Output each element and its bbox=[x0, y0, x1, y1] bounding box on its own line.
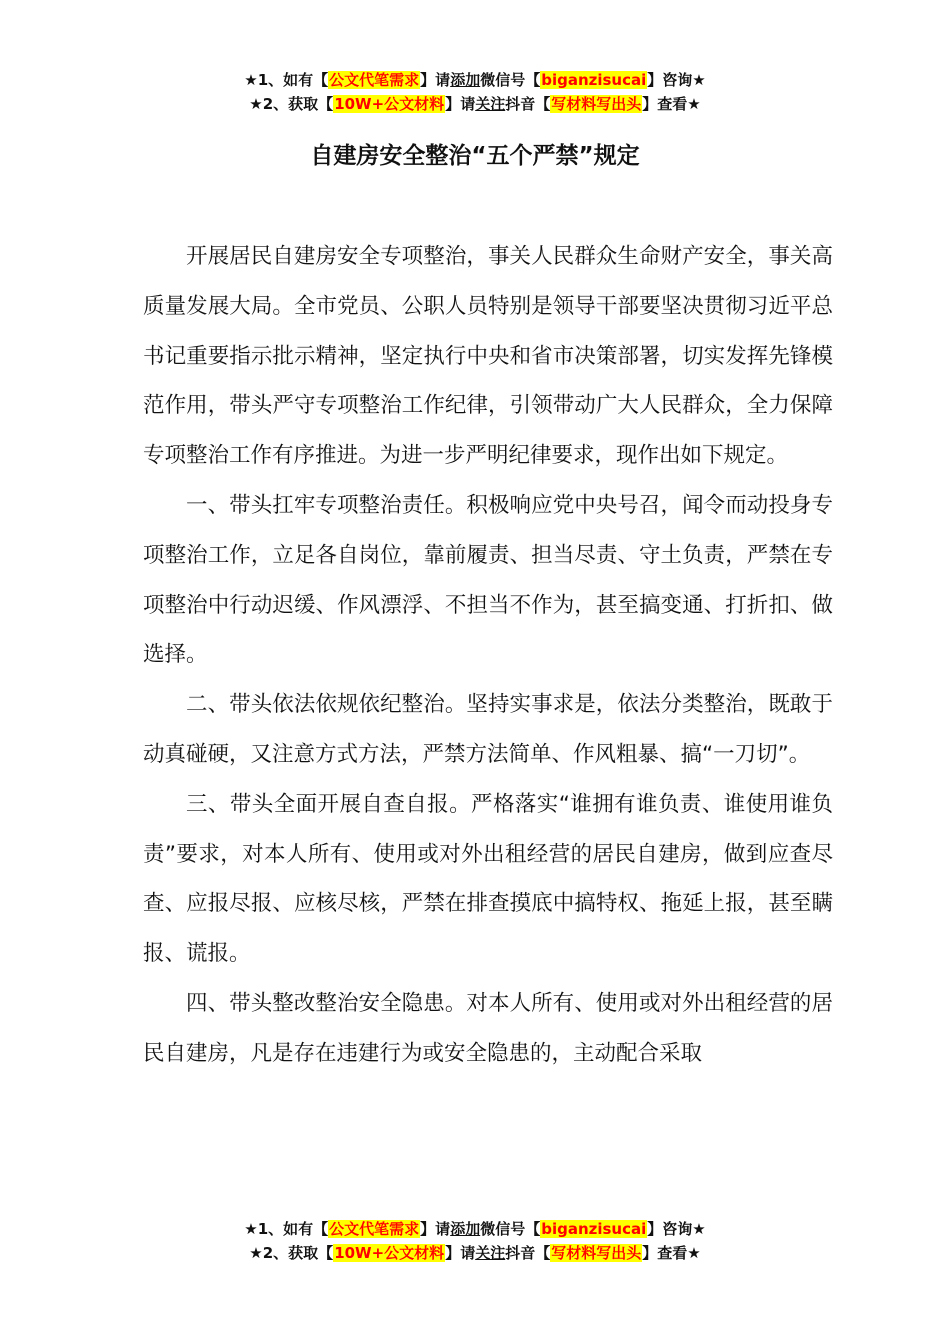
promo-text: 抖音【 bbox=[505, 95, 551, 113]
promo-highlight-wechat: biganzisucai bbox=[541, 71, 647, 89]
promo-line-2 bbox=[0, 92, 950, 116]
promo-highlight: 公文代笔需求 bbox=[329, 1220, 420, 1238]
promo-text: ★1、如有【 bbox=[244, 71, 329, 89]
promo-text: ★2、获取【 bbox=[249, 1244, 334, 1262]
promo-text: 】查看★ bbox=[642, 95, 701, 113]
paragraph-item-4: 四、带头整改整治安全隐患。对本人所有、使用或对外出租经营的居民自建房，凡是存在违建行为或安全隐患的，主动配合采取 bbox=[143, 990, 833, 1066]
promo-highlight: 10W+公文材料 bbox=[334, 1244, 445, 1262]
promo-emphasis: 添加 bbox=[450, 71, 481, 89]
footer-promo-banner bbox=[0, 1217, 950, 1265]
paragraph-intro: 开展居民自建房安全专项整治，事关人民群众生命财产安全，事关高质量发展大局。全市党员、公职人员特别是领导干部要坚决贯彻习近平总书记重要指示批示精神，坚定执行中央和省市决策部署，切实发挥先锋模范作用，带头严守专项整治工作纪律，引领带动广大人民群众，全力保障专项整治工作有序推进。为进一步严明纪律要求，现作出如下规定。 bbox=[143, 244, 833, 469]
document-title: 自建房安全整治“五个严禁”规定 bbox=[310, 143, 640, 169]
promo-emphasis: 添加 bbox=[450, 1220, 481, 1238]
promo-text: 】咨询★ bbox=[647, 71, 706, 89]
header-promo-banner bbox=[0, 68, 950, 116]
promo-text: 微信号【 bbox=[480, 71, 541, 89]
promo-emphasis: 关注 bbox=[475, 1244, 506, 1262]
promo-emphasis: 关注 bbox=[475, 95, 506, 113]
promo-text: 】请 bbox=[445, 1244, 476, 1262]
promo-highlight-douyin: 写材料写出头 bbox=[551, 95, 642, 113]
promo-line-1 bbox=[0, 68, 950, 92]
document-body bbox=[143, 232, 833, 1079]
paragraph-item-3: 三、带头全面开展自查自报。严格落实“谁拥有谁负责、谁使用谁负责”要求，对本人所有、使用或对外出租经营的居民自建房，做到应查尽查、应报尽报、应核尽核，严禁在排查摸底中搞特权、拖延上报，甚至瞒报、谎报。 bbox=[143, 791, 833, 967]
paragraph-item-2: 二、带头依法依规依纪整治。坚持实事求是，依法分类整治，既敢于动真碰硬，又注意方式方法，严禁方法简单、作风粗暴、搞“一刀切”。 bbox=[143, 692, 833, 767]
promo-text: 】咨询★ bbox=[647, 1220, 706, 1238]
promo-text: 】请 bbox=[420, 1220, 451, 1238]
promo-highlight-wechat: biganzisucai bbox=[541, 1220, 647, 1238]
promo-highlight: 公文代笔需求 bbox=[329, 71, 420, 89]
promo-text: 】查看★ bbox=[642, 1244, 701, 1262]
promo-highlight: 10W+公文材料 bbox=[334, 95, 445, 113]
promo-text: 抖音【 bbox=[505, 1244, 551, 1262]
promo-text: 微信号【 bbox=[480, 1220, 541, 1238]
promo-highlight-douyin: 写材料写出头 bbox=[551, 1244, 642, 1262]
promo-text: 】请 bbox=[420, 71, 451, 89]
promo-line-2 bbox=[0, 1241, 950, 1265]
promo-text: 】请 bbox=[445, 95, 476, 113]
paragraph-item-1: 一、带头扛牢专项整治责任。积极响应党中央号召，闻令而动投身专项整治工作，立足各自岗位，靠前履责、担当尽责、守土负责，严禁在专项整治中行动迟缓、作风漂浮、不担当不作为，甚至搞变通、打折扣、做选择。 bbox=[143, 492, 833, 668]
promo-line-1 bbox=[0, 1217, 950, 1241]
promo-text: ★2、获取【 bbox=[249, 95, 334, 113]
promo-text: ★1、如有【 bbox=[244, 1220, 329, 1238]
